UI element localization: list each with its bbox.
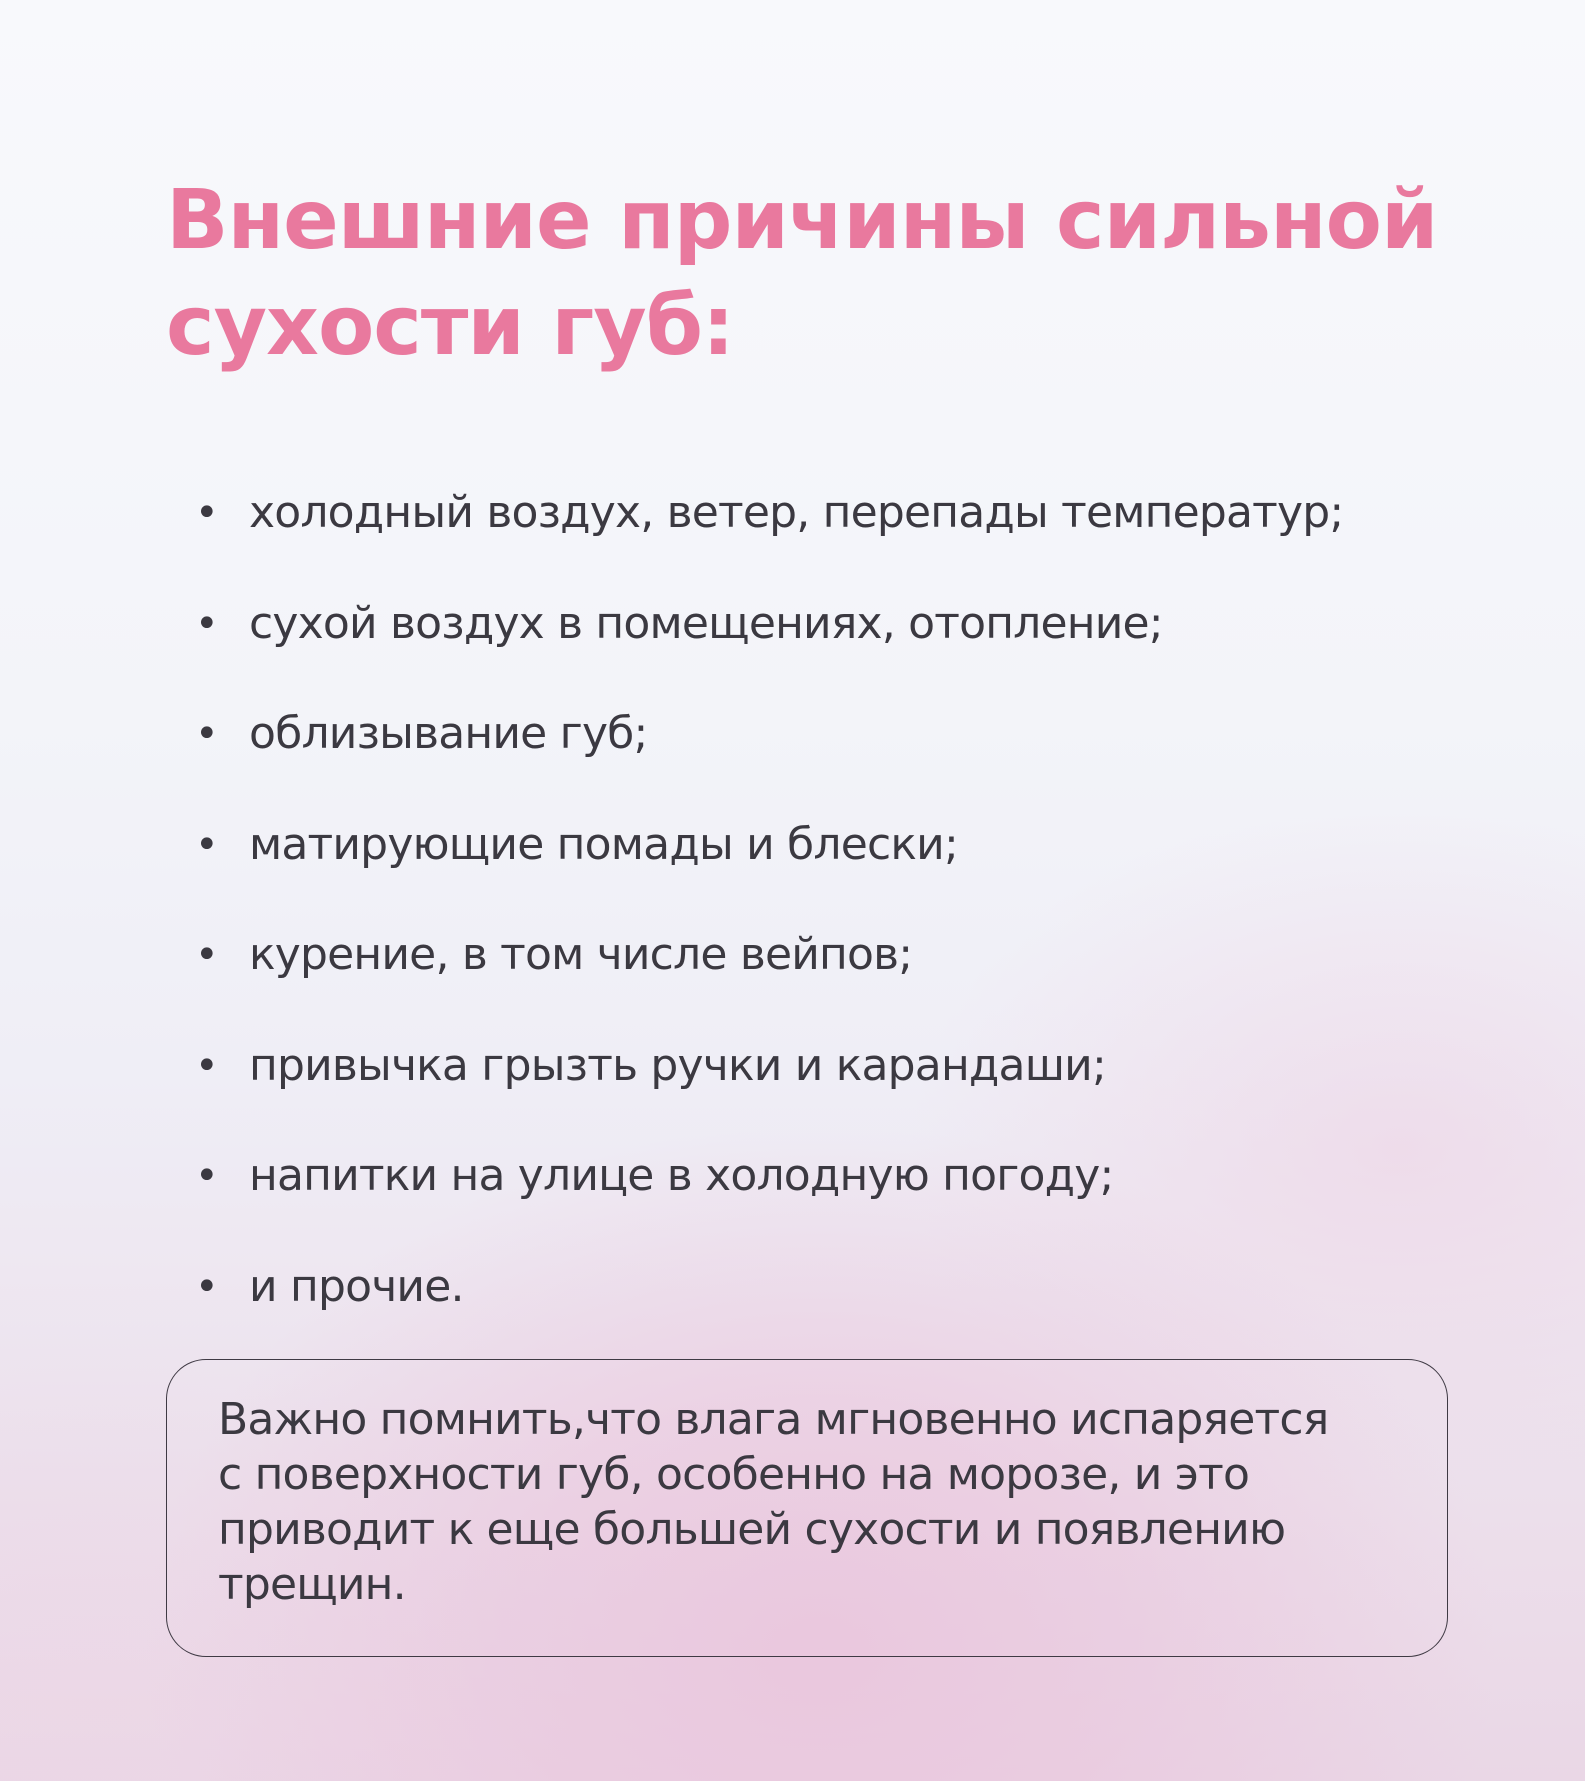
list-item	[195, 1141, 1445, 1252]
note-line: Важно помнить,что влага мгновенно испаряется	[218, 1394, 1329, 1445]
title-line: Внешние причины сильной	[166, 173, 1438, 268]
bullet-icon: •	[195, 1042, 219, 1089]
note-box	[166, 1359, 1448, 1657]
bullet-icon: •	[195, 490, 219, 536]
list-item-text: матирующие помады и блески;	[249, 818, 958, 870]
list-item-text: курение, в том числе вейпов;	[249, 929, 913, 980]
note-line: с поверхности губ, особенно на морозе, и это	[218, 1449, 1250, 1500]
bullet-icon: •	[195, 600, 219, 647]
list-item	[195, 478, 1445, 589]
bullet-icon: •	[195, 1153, 219, 1199]
list-item-text: сухой воздух в помещениях, отопление;	[249, 597, 1163, 649]
list-item	[195, 1031, 1445, 1142]
bullet-icon: •	[195, 821, 219, 868]
title-line: сухости губ:	[166, 279, 734, 374]
list-item	[195, 1252, 1445, 1363]
note-line: трещин.	[218, 1559, 406, 1610]
list-item	[195, 589, 1445, 700]
bullet-icon: •	[195, 1263, 219, 1310]
note-text	[218, 1392, 1397, 1612]
bullet-icon: •	[195, 711, 219, 757]
list-item	[195, 810, 1445, 921]
page-title	[166, 168, 1466, 380]
list-item-text: облизывание губ;	[249, 708, 648, 759]
list-item	[195, 699, 1445, 810]
causes-list	[195, 478, 1445, 1362]
note-line: приводит к еще большей сухости и появлению	[218, 1504, 1286, 1555]
list-item-text: привычка грызть ручки и карандаши;	[249, 1039, 1106, 1091]
list-item-text: и прочие.	[249, 1260, 464, 1312]
bullet-icon: •	[195, 932, 219, 978]
list-item-text: напитки на улице в холодную погоду;	[249, 1150, 1114, 1201]
list-item-text: холодный воздух, ветер, перепады температур;	[249, 487, 1344, 538]
list-item	[195, 920, 1445, 1031]
